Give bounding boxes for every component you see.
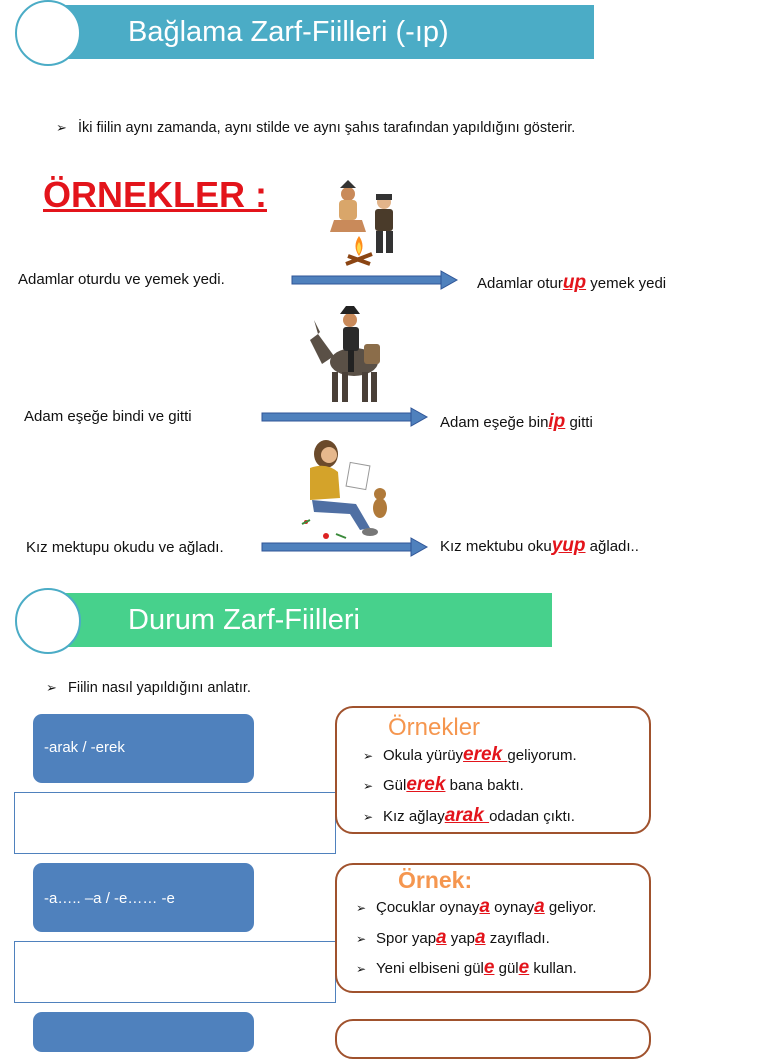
right-arrow-icon bbox=[291, 270, 459, 290]
bullet-arrow-icon: ➢ bbox=[363, 779, 374, 793]
example2-right bbox=[440, 411, 593, 433]
bullet-arrow-icon: ➢ bbox=[56, 120, 67, 135]
example3-right-post: ağladı.. bbox=[585, 538, 639, 555]
rule2-line3-mid: gül bbox=[494, 960, 519, 977]
rule2-label: -a….. –a / -e…… -e bbox=[44, 890, 175, 907]
rule1-line2-post: bana baktı. bbox=[445, 777, 524, 794]
bullet-arrow-icon: ➢ bbox=[356, 962, 367, 976]
section1-title: Bağlama Zarf-Fiilleri (-ıp) bbox=[128, 16, 449, 48]
example2-left: Adam eşeğe bindi ve gitti bbox=[24, 408, 192, 425]
rule1-line2-pre: Gül bbox=[383, 777, 407, 794]
rule2-box bbox=[33, 863, 254, 932]
rule2-empty-box bbox=[14, 941, 336, 1003]
example1-suffix: up bbox=[562, 272, 587, 293]
rule2-line2-suffix2: a bbox=[474, 927, 486, 948]
rule1-line3-suffix: arak bbox=[444, 805, 490, 826]
example1-right-post: yemek yedi bbox=[586, 275, 667, 292]
rule2-example-line-2 bbox=[356, 927, 550, 949]
rule2-line2-pre: Spor yap bbox=[376, 930, 437, 947]
section1-banner-circle bbox=[15, 0, 81, 66]
rule3-box-partial bbox=[33, 1012, 254, 1052]
rule1-label: -arak / -erek bbox=[44, 739, 125, 756]
example2-right-post: gitti bbox=[565, 414, 593, 431]
rule2-examples-title: Örnek: bbox=[398, 867, 473, 893]
rule1-empty-box bbox=[14, 792, 336, 854]
rule2-example-line-3 bbox=[356, 957, 577, 979]
rule2-line2-mid: yap bbox=[446, 930, 475, 947]
rule1-line1-post: geliyorum. bbox=[507, 747, 577, 764]
rule1-line3-pre: Kız ağlay bbox=[383, 808, 445, 825]
rule1-example-line-1 bbox=[363, 744, 577, 766]
bullet-arrow-icon: ➢ bbox=[363, 810, 374, 824]
rule2-line1-suffix: a bbox=[479, 896, 490, 917]
example3-suffix: yup bbox=[551, 535, 586, 556]
section1-banner bbox=[46, 5, 594, 59]
bullet-arrow-icon: ➢ bbox=[363, 749, 374, 763]
rule1-line1-pre: Okula yürüy bbox=[383, 747, 464, 764]
rule2-line3-pre: Yeni elbiseni gül bbox=[376, 960, 484, 977]
girl-reading-letter-illustration bbox=[296, 438, 394, 542]
example3-right bbox=[440, 535, 639, 557]
section2-title: Durum Zarf-Fiilleri bbox=[128, 604, 360, 636]
rule1-line3-post: odadan çıktı. bbox=[489, 808, 575, 825]
section2-banner-circle bbox=[15, 588, 81, 654]
rule2-line2-suffix: a bbox=[436, 927, 447, 948]
section1-bullet-text: İki fiilin aynı zamanda, aynı stilde ve aynı şahıs tarafından yapıldığını gösterir. bbox=[78, 120, 576, 136]
example3-left: Kız mektupu okudu ve ağladı. bbox=[26, 539, 224, 556]
campfire-people-illustration bbox=[326, 176, 408, 272]
example1-right-pre: Adamlar otur bbox=[477, 275, 563, 292]
bullet-arrow-icon: ➢ bbox=[356, 901, 367, 915]
rule2-line1-pre: Çocuklar oynay bbox=[376, 899, 480, 916]
section1-bullet bbox=[56, 120, 575, 136]
man-on-donkey-illustration bbox=[304, 300, 386, 408]
example1-right bbox=[477, 272, 666, 294]
right-arrow-icon bbox=[261, 537, 429, 557]
rule1-line2-suffix: erek bbox=[406, 774, 446, 795]
section2-bullet bbox=[46, 680, 251, 696]
example1-left: Adamlar oturdu ve yemek yedi. bbox=[18, 271, 225, 288]
examples-heading: ÖRNEKLER : bbox=[43, 174, 267, 215]
rule2-line3-suffix2: e bbox=[518, 957, 530, 978]
example2-suffix: ip bbox=[548, 411, 566, 432]
rule2-line1-post: geliyor. bbox=[544, 899, 597, 916]
rule3-examples-box-partial bbox=[335, 1019, 651, 1059]
rule2-line1-mid: oynay bbox=[489, 899, 535, 916]
rule2-line1-suffix2: a bbox=[534, 896, 545, 917]
rule1-examples-title: Örnekler bbox=[388, 714, 481, 741]
example2-right-pre: Adam eşeğe bin bbox=[440, 414, 549, 431]
rule2-line3-suffix: e bbox=[483, 957, 495, 978]
rule2-example-line-1 bbox=[356, 896, 596, 918]
section2-bullet-text: Fiilin nasıl yapıldığını anlatır. bbox=[68, 680, 251, 696]
example3-right-pre: Kız mektubu oku bbox=[440, 538, 552, 555]
rule2-line2-post: zayıfladı. bbox=[485, 930, 550, 947]
rule1-example-line-2 bbox=[363, 774, 524, 796]
rule1-line1-suffix: erek bbox=[463, 744, 508, 765]
bullet-arrow-icon: ➢ bbox=[356, 932, 367, 946]
section2-banner bbox=[46, 593, 552, 647]
rule2-line3-post: kullan. bbox=[529, 960, 577, 977]
right-arrow-icon bbox=[261, 407, 429, 427]
rule1-example-line-3 bbox=[363, 805, 575, 827]
rule1-box bbox=[33, 714, 254, 783]
bullet-arrow-icon: ➢ bbox=[46, 680, 57, 695]
